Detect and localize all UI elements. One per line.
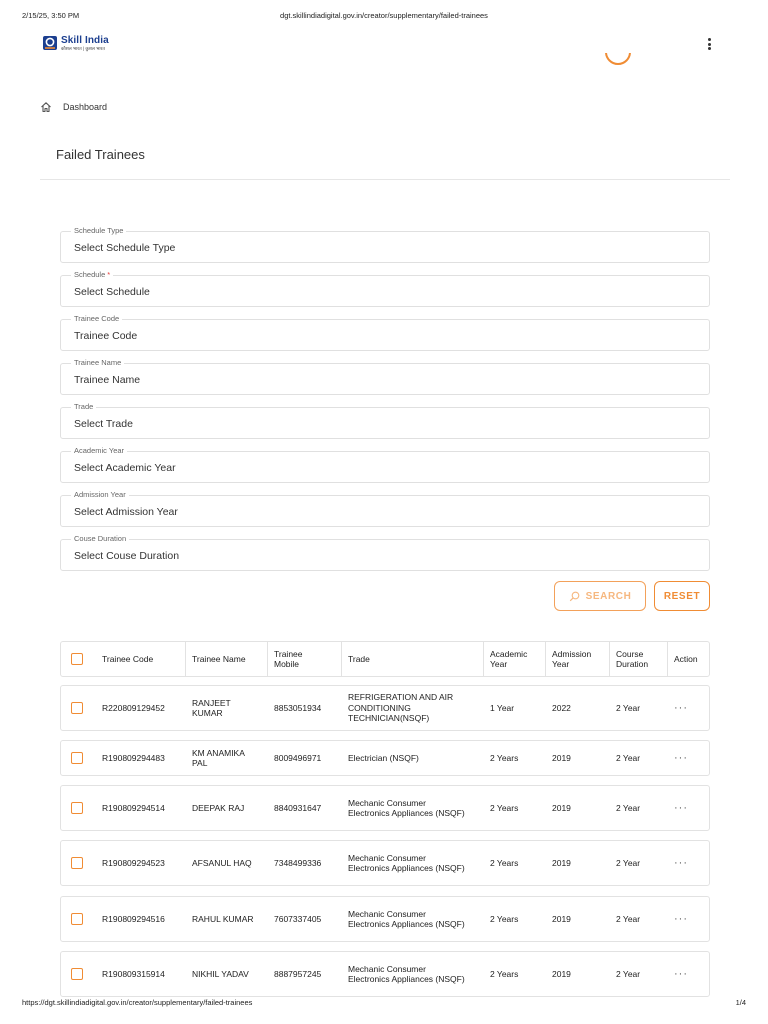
trainee-name-input[interactable] (60, 358, 710, 395)
schedule-value: Select Schedule (74, 286, 150, 298)
cell-trainee-name (185, 841, 267, 885)
cell-trainee-name-text: RANJEET KUMAR (192, 697, 231, 718)
course-duration-label: Couse Duration (71, 534, 129, 544)
home-icon[interactable] (40, 101, 52, 113)
cell-trainee-code (95, 897, 185, 941)
table-row[interactable] (60, 785, 710, 831)
header-checkbox-cell (64, 642, 94, 676)
print-date: 2/15/25, 3:50 PM (22, 11, 80, 20)
cell-course-duration (609, 897, 667, 941)
cell-academic-year (483, 897, 545, 941)
admission-year-value: Select Admission Year (74, 506, 178, 518)
cell-trainee-name (185, 741, 267, 775)
course-duration-value: Select Couse Duration (74, 550, 180, 562)
row-checkbox-cell (64, 841, 94, 885)
breadcrumb-dashboard[interactable]: Dashboard (63, 102, 108, 112)
academic-year-label: Academic Year (71, 446, 127, 456)
cell-course-duration-text: 2 Year (616, 913, 641, 924)
cell-academic-year (483, 686, 545, 730)
row-checkbox[interactable] (71, 802, 83, 814)
row-action-cell (667, 786, 711, 830)
cell-trade (341, 897, 483, 941)
row-checkbox[interactable] (71, 968, 83, 980)
cell-admission-year (545, 897, 609, 941)
col-trainee-mobile[interactable]: Trainee Mobile (274, 648, 303, 669)
cell-academic-year-text: 1 Year (490, 702, 515, 713)
col-trainee-code[interactable]: Trainee Code (102, 653, 154, 664)
cell-academic-year-text: 2 Years (490, 752, 519, 763)
cell-trainee-code (95, 686, 185, 730)
cell-trainee-mobile (267, 897, 341, 941)
schedule-type-select[interactable] (60, 226, 710, 263)
schedule-select[interactable] (60, 270, 710, 307)
row-action-menu-icon[interactable]: ··· (674, 967, 688, 980)
breadcrumb (40, 100, 107, 114)
cell-trainee-mobile-text: 8887957245 (274, 968, 322, 979)
more-options-icon[interactable] (704, 38, 714, 52)
row-checkbox[interactable] (71, 913, 83, 925)
trade-select[interactable] (60, 402, 710, 439)
cell-academic-year-text: 2 Years (490, 857, 519, 868)
row-checkbox[interactable] (71, 752, 83, 764)
row-action-menu-icon[interactable]: ··· (674, 751, 688, 764)
col-trainee-name[interactable]: Trainee Name (192, 653, 246, 664)
cell-course-duration-text: 2 Year (616, 752, 641, 763)
cell-course-duration-text: 2 Year (616, 968, 641, 979)
cell-trainee-code-text: R220809129452 (102, 702, 165, 713)
cell-trainee-name (185, 686, 267, 730)
cell-trade (341, 786, 483, 830)
trainee-name-placeholder: Trainee Name (74, 374, 141, 386)
brand-name: Skill India (61, 35, 109, 46)
cell-course-duration (609, 841, 667, 885)
cell-trainee-mobile (267, 952, 341, 996)
skill-india-logo[interactable] (42, 34, 122, 56)
skill-india-logo-icon (42, 35, 58, 51)
print-url: dgt.skillindiadigital.gov.in/creator/supplementary/failed-trainees (280, 11, 488, 20)
cell-admission-year-text: 2019 (552, 802, 571, 813)
cell-academic-year (483, 952, 545, 996)
cell-trainee-name-text: NIKHIL YADAV (192, 968, 249, 979)
col-action: Action (674, 653, 698, 664)
table-row[interactable] (60, 951, 710, 997)
cell-trainee-code (95, 841, 185, 885)
row-action-cell (667, 741, 711, 775)
cell-course-duration-text: 2 Year (616, 857, 641, 868)
row-checkbox-cell (64, 952, 94, 996)
cell-trade-text: Mechanic Consumer Electronics Appliances (NSQF) (348, 963, 465, 984)
cell-admission-year-text: 2019 (552, 857, 571, 868)
profile-avatar-edge[interactable] (605, 53, 631, 67)
cell-trainee-code-text: R190809294516 (102, 913, 165, 924)
cell-course-duration (609, 741, 667, 775)
col-academic-year[interactable]: Academic Year (490, 648, 528, 669)
row-checkbox[interactable] (71, 702, 83, 714)
schedule-type-label: Schedule Type (71, 226, 126, 236)
cell-trainee-code-text: R190809294523 (102, 857, 165, 868)
trade-value: Select Trade (74, 418, 133, 430)
cell-admission-year-text: 2019 (552, 913, 571, 924)
row-checkbox[interactable] (71, 857, 83, 869)
cell-trade-text: REFRIGERATION AND AIR CONDITIONING TECHNICIAN(NSQF) (348, 692, 454, 724)
table-row[interactable] (60, 685, 710, 731)
cell-trainee-mobile-text: 8009496971 (274, 752, 322, 763)
print-header (22, 11, 746, 23)
row-action-menu-icon[interactable]: ··· (674, 856, 688, 869)
cell-academic-year-text: 2 Years (490, 802, 519, 813)
cell-admission-year (545, 786, 609, 830)
search-button[interactable] (554, 581, 646, 611)
reset-button-label: RESET (663, 590, 701, 602)
cell-course-duration-text: 2 Year (616, 802, 641, 813)
cell-trade (341, 952, 483, 996)
cell-trainee-mobile-text: 7607337405 (274, 913, 322, 924)
cell-admission-year-text: 2019 (552, 968, 571, 979)
row-action-menu-icon[interactable]: ··· (674, 701, 688, 714)
reset-button[interactable] (654, 581, 710, 611)
row-action-cell (667, 897, 711, 941)
cell-trainee-name-text: DEEPAK RAJ (192, 802, 245, 813)
row-checkbox-cell (64, 741, 94, 775)
cell-academic-year-text: 2 Years (490, 968, 519, 979)
print-page-number: 1/4 (735, 998, 746, 1007)
cell-trainee-code-text: R190809315914 (102, 968, 165, 979)
trainee-name-label: Trainee Name (71, 358, 124, 368)
select-all-checkbox[interactable] (71, 653, 83, 665)
print-footer-url: https://dgt.skillindiadigital.gov.in/creator/supplementary/failed-trainees (22, 998, 253, 1007)
academic-year-select[interactable] (60, 446, 710, 483)
cell-trade (341, 841, 483, 885)
col-course-duration[interactable]: Course Duration (616, 648, 649, 669)
cell-course-duration (609, 786, 667, 830)
title-divider (40, 179, 730, 180)
cell-trainee-name (185, 897, 267, 941)
academic-year-value: Select Academic Year (74, 462, 176, 474)
table-header (60, 641, 710, 677)
row-action-cell (667, 841, 711, 885)
cell-trainee-name-text: AFSANUL HAQ (192, 857, 252, 868)
cell-trainee-code-text: R190809294483 (102, 752, 165, 763)
col-trade[interactable]: Trade (348, 653, 370, 664)
cell-trainee-mobile-text: 8840931647 (274, 802, 322, 813)
cell-trade (341, 686, 483, 730)
cell-trainee-mobile-text: 8853051934 (274, 702, 322, 713)
cell-academic-year (483, 841, 545, 885)
cell-trainee-name-text: KM ANAMIKA PAL (192, 747, 245, 768)
cell-trade-text: Electrician (NSQF) (348, 752, 419, 763)
row-action-cell (667, 952, 711, 996)
cell-trainee-name (185, 952, 267, 996)
cell-trade-text: Mechanic Consumer Electronics Appliances (NSQF) (348, 797, 465, 818)
cell-course-duration (609, 686, 667, 730)
row-checkbox-cell (64, 686, 94, 730)
cell-admission-year (545, 686, 609, 730)
cell-trade (341, 741, 483, 775)
schedule-type-value: Select Schedule Type (74, 242, 176, 254)
brand-tagline: कौशल भारत | कुशल भारत (61, 46, 105, 51)
trainee-code-placeholder: Trainee Code (74, 330, 138, 342)
cell-course-duration (609, 952, 667, 996)
admission-year-select[interactable] (60, 490, 710, 527)
cell-admission-year (545, 841, 609, 885)
row-action-cell (667, 686, 711, 730)
cell-course-duration-text: 2 Year (616, 702, 641, 713)
row-action-menu-icon[interactable]: ··· (674, 801, 688, 814)
cell-trainee-mobile-text: 7348499336 (274, 857, 322, 868)
trainee-code-label: Trainee Code (71, 314, 122, 324)
cell-trade-text: Mechanic Consumer Electronics Appliances (NSQF) (348, 908, 465, 929)
search-button-label: SEARCH (585, 590, 632, 602)
table-row[interactable] (60, 896, 710, 942)
cell-trainee-code (95, 741, 185, 775)
cell-admission-year-text: 2019 (552, 752, 571, 763)
admission-year-label: Admission Year (71, 490, 129, 500)
cell-trainee-code (95, 786, 185, 830)
cell-academic-year (483, 786, 545, 830)
page-title: Failed Trainees (56, 147, 145, 162)
print-footer (22, 998, 746, 1010)
cell-trainee-mobile (267, 841, 341, 885)
cell-academic-year (483, 741, 545, 775)
table-row[interactable] (60, 740, 710, 776)
course-duration-select[interactable] (60, 534, 710, 571)
cell-trainee-code (95, 952, 185, 996)
cell-trainee-mobile (267, 786, 341, 830)
cell-trainee-name (185, 786, 267, 830)
table-row[interactable] (60, 840, 710, 886)
cell-trainee-mobile (267, 741, 341, 775)
cell-trainee-code-text: R190809294514 (102, 802, 165, 813)
col-admission-year[interactable]: Admission Year (552, 648, 592, 669)
row-action-menu-icon[interactable]: ··· (674, 912, 688, 925)
search-icon (569, 591, 580, 602)
schedule-label: Schedule * (71, 270, 113, 280)
row-checkbox-cell (64, 786, 94, 830)
cell-admission-year (545, 952, 609, 996)
cell-trainee-mobile (267, 686, 341, 730)
cell-trade-text: Mechanic Consumer Electronics Appliances (NSQF) (348, 852, 465, 873)
trade-label: Trade (71, 402, 96, 412)
cell-trainee-name-text: RAHUL KUMAR (192, 913, 254, 924)
required-mark: * (107, 270, 111, 279)
row-checkbox-cell (64, 897, 94, 941)
trainee-code-input[interactable] (60, 314, 710, 351)
cell-admission-year (545, 741, 609, 775)
cell-academic-year-text: 2 Years (490, 913, 519, 924)
cell-admission-year-text: 2022 (552, 702, 571, 713)
